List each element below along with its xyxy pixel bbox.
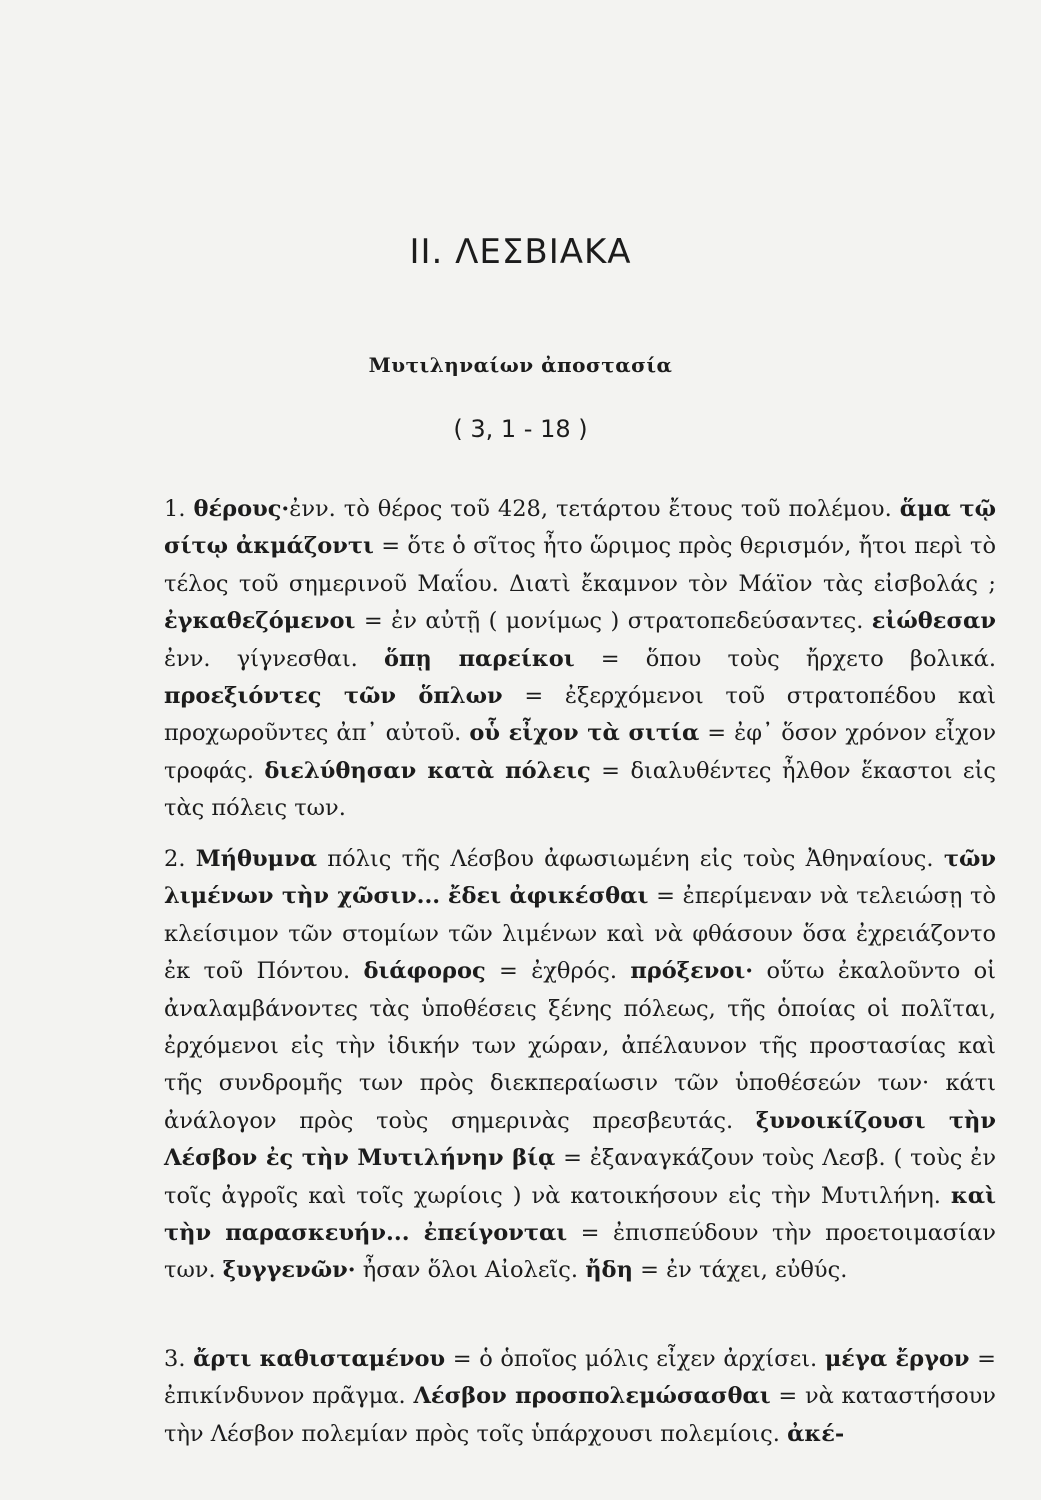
lemma-term: ἔδει ἀφικέσθαι bbox=[447, 883, 649, 910]
lemma-term: μέγα ἔργον bbox=[824, 1346, 970, 1372]
gloss-text: = ὅτε ὁ σῖτος ἦτο ὥριμος πρὸς θερισμόν, ἤτοι περὶ τὸ τέλος τοῦ σημερινοῦ Μαΐου. Διατὶ ἔκαμνον τὸν Μάϊον τὰς εἰσβολάς ; bbox=[164, 533, 996, 597]
passage-reference: ( 3, 1 - 18 ) bbox=[453, 415, 588, 443]
lemma-term: καὶ τὴν παρασκευήν... ἐπείγονται bbox=[164, 1182, 996, 1247]
chapter-title: ΙΙ. ΛΕΣΒΙΑΚΑ bbox=[409, 232, 632, 272]
lemma-term: εἰώθεσαν bbox=[871, 608, 996, 635]
lemma-term: ἄρτι καθισταμένου bbox=[193, 1346, 446, 1372]
lemma-term: οὗ εἶχον τὰ σιτία bbox=[469, 720, 700, 747]
gloss-text: = διαλυθέντες ἦλθον ἕκαστοι εἰς τὰς πόλεις των. bbox=[164, 757, 997, 822]
commentary-paragraph-3 bbox=[128, 1341, 996, 1453]
gloss-text: = ἐφ᾿ ὅσον χρόνον εἶχον τροφάς. bbox=[164, 720, 997, 784]
gloss-text: = ἐν τάχει, εὐθύς. bbox=[632, 1257, 848, 1284]
commentary-paragraph-2 bbox=[128, 841, 996, 1290]
paragraph-text bbox=[164, 846, 996, 1283]
gloss-text: = νὰ καταστήσουν τὴν Λέσβον πολεμίαν πρὸς τοῖς ὑπάρχουσι πολεμίοις. bbox=[164, 1383, 996, 1447]
lemma-term: ἀκέ- bbox=[787, 1420, 845, 1447]
paragraph-number: 3. bbox=[164, 1346, 186, 1372]
gloss-text: πόλις τῆς Λέσβου ἀφωσιωμένη εἰς τοὺς Ἀθηναίους. bbox=[317, 846, 944, 872]
commentary-paragraph-1 bbox=[128, 491, 996, 828]
lemma-term: ὅπῃ παρείκοι bbox=[383, 645, 575, 672]
lemma-term: ξυνοικίζουσι τὴν Λέσβον ἐς τὴν Μυτιλήνην βίᾳ bbox=[164, 1107, 996, 1172]
lemma-term: προεξιόντες τῶν ὅπλων bbox=[164, 683, 503, 710]
gloss-text: = ἐξαναγκάζουν τοὺς Λεσβ. ( τοὺς ἐν τοῖς ἀγροῖς καὶ τοῖς χωρίοις ) νὰ κατοικήσουν εἰς τὴν Μυτιλήνη. bbox=[164, 1145, 996, 1209]
gloss-text: = ἐπερίμεναν νὰ τελειώσῃ τὸ κλείσιμον τῶν στομίων τῶν λιμένων καὶ νὰ φθάσουν ὅσα ἐχρειάζοντο ἐκ τοῦ Πόντου. bbox=[164, 883, 997, 985]
gloss-text bbox=[440, 883, 448, 909]
lemma-term: διάφορος bbox=[363, 958, 486, 985]
gloss-text: = ἐν αὐτῇ ( μονίμως ) στρατοπεδεύσαντες. bbox=[355, 608, 872, 635]
gloss-text: = ὁ ὁποῖος μόλις εἶχεν ἀρχίσει. bbox=[445, 1346, 825, 1372]
section-title: Μυτιληναίων ἀποστασία bbox=[368, 353, 673, 377]
lemma-term: Λέσβον προσπολεμώσασθαι bbox=[413, 1383, 771, 1410]
gloss-text: οὕτω ἐκαλοῦντο οἱ ἀναλαμβάνοντες τὰς ὑποθέσεις ξένης πόλεως, τῆς ὁποίας οἱ πολῖται, ἐρχόμενοι εἰς τὴν ἰδικήν των χώραν, ἀπέλαυνον τῆς προστασίας καὶ τῆς συνδρομῆς των πρὸς διεκπεραίωσιν τῶν ὑποθέσεών των· κάτι ἀνάλογον πρὸς τοὺς σημερινὰς πρεσβευτάς. bbox=[164, 958, 996, 1134]
paragraph-number: 2. bbox=[164, 846, 186, 872]
lemma-term: ἤδη bbox=[585, 1257, 633, 1284]
gloss-text: = ἐπισπεύδουν τὴν προετοιμασίαν των. bbox=[164, 1220, 996, 1284]
lemma-term: Μήθυμνα bbox=[195, 846, 318, 872]
gloss-text: = ἐξερχόμενοι τοῦ στρατοπέδου καὶ προχωροῦντες ἀπ᾿ αὐτοῦ. bbox=[164, 683, 996, 747]
gloss-text: = ἐχθρός. bbox=[485, 958, 631, 985]
paragraph-number: 1. bbox=[164, 496, 186, 522]
lemma-term: θέρους· bbox=[193, 496, 290, 522]
gloss-text: ἐνν. τὸ θέρος τοῦ 428, τετάρτου ἔτους τοῦ πολέμου. bbox=[289, 496, 900, 522]
lemma-term: τῶν λιμένων τὴν χῶσιν... bbox=[164, 846, 996, 910]
lemma-term: πρόξενοι· bbox=[630, 958, 754, 985]
lemma-term: ξυγγενῶν· bbox=[222, 1257, 356, 1284]
paragraph-text bbox=[164, 1346, 996, 1447]
gloss-text: = ὅπου τοὺς ἤρχετο βολικά. bbox=[574, 645, 996, 672]
gloss-text: ἐνν. γίγνεσθαι. bbox=[164, 645, 384, 672]
lemma-term: διελύθησαν κατὰ πόλεις bbox=[264, 757, 591, 784]
lemma-term: ἅμα τῷ σίτῳ ἀκμάζοντι bbox=[164, 496, 997, 560]
gloss-text: ἦσαν ὅλοι Αἰολεῖς. bbox=[355, 1257, 586, 1284]
lemma-term: ἐγκαθεζόμενοι bbox=[164, 608, 356, 635]
paragraph-text bbox=[164, 496, 996, 821]
gloss-text: = ἐπικίνδυνον πρᾶγμα. bbox=[164, 1346, 997, 1410]
